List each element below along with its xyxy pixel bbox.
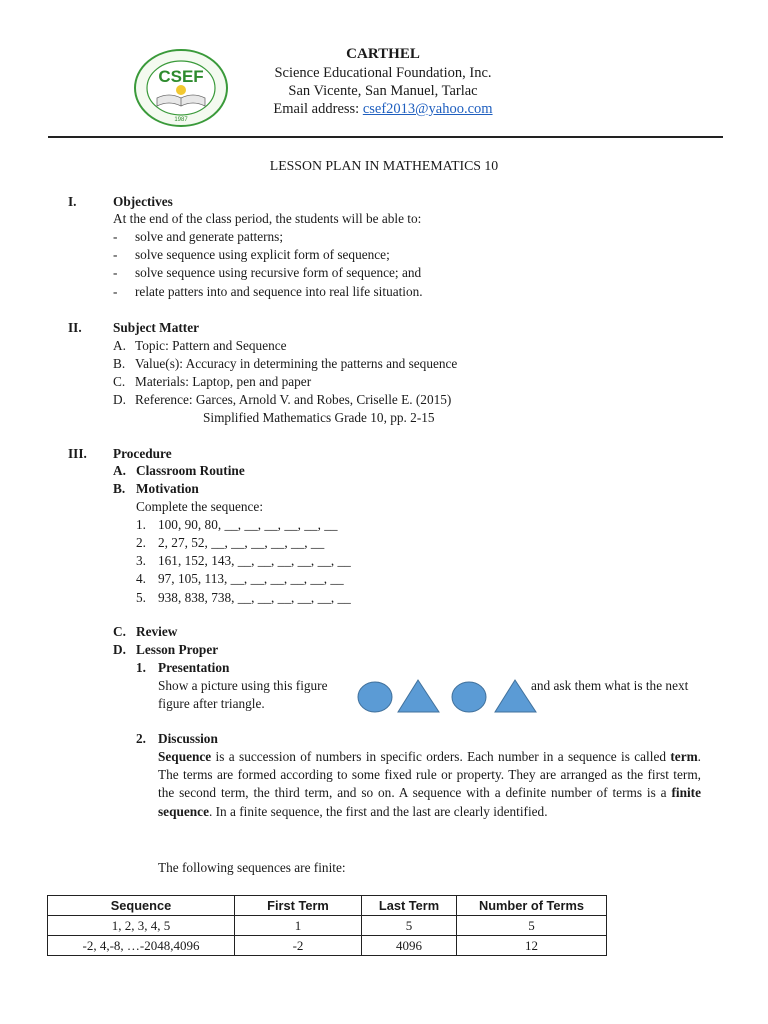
sequence-marker: 3. (136, 553, 146, 568)
term-sequence: Sequence (158, 749, 212, 764)
circle-shape (358, 682, 392, 712)
table-cell: 1, 2, 3, 4, 5 (48, 916, 235, 936)
subject-topic: Topic: Pattern and Sequence (135, 338, 287, 353)
presentation-text-line2: figure after triangle. (158, 696, 265, 711)
subject-marker: A. (113, 338, 126, 353)
objective-dash: - (113, 247, 118, 262)
objective-dash: - (113, 284, 118, 299)
email-link[interactable]: csef2013@yahoo.com (362, 101, 493, 117)
subject-marker: C. (113, 374, 126, 389)
sequence-item: 938, 838, 738, __, __, __, __, __, __ (158, 590, 351, 605)
subject-heading: Subject Matter (113, 320, 200, 335)
table-cell: 5 (362, 916, 457, 936)
pattern-figure (355, 676, 537, 716)
table-cell: -2, 4,-8, …-2048,4096 (48, 936, 235, 956)
objective-item: solve sequence using explicit form of sequence; (135, 247, 390, 262)
discussion-marker: 2. (136, 731, 146, 746)
motivation-intro: Complete the sequence: (136, 499, 264, 514)
table-header-cell: First Term (235, 896, 362, 916)
sequence-item: 97, 105, 113, __, __, __, __, __, __ (158, 571, 344, 586)
procedure-marker: A. (113, 463, 126, 478)
subject-materials: Materials: Laptop, pen and paper (135, 374, 312, 389)
sequence-marker: 5. (136, 590, 146, 605)
sequence-item: 2, 27, 52, __, __, __, __, __, __ (158, 535, 325, 550)
table-cell: 1 (235, 916, 362, 936)
presentation-text: Show a picture using this figure (158, 678, 328, 693)
logo-year: 1987 (174, 117, 188, 123)
circle-shape (452, 682, 486, 712)
term-term: term (670, 749, 698, 764)
org-full-name: Science Educational Foundation, Inc. (274, 65, 492, 81)
triangle-shape (495, 680, 536, 712)
procedure-heading: Procedure (113, 446, 172, 461)
table-cell: -2 (235, 936, 362, 956)
email-label: Email address: (273, 101, 363, 117)
motivation-heading: Motivation (136, 481, 199, 496)
org-name: CARTHEL (346, 46, 420, 62)
table-header-cell: Number of Terms (457, 896, 607, 916)
triangle-shape (398, 680, 439, 712)
procedure-marker: B. (113, 481, 126, 496)
presentation-text-cont: and ask them what is the next (531, 678, 689, 693)
finite-intro: The following sequences are finite: (158, 860, 346, 875)
objective-item: solve and generate patterns; (135, 229, 284, 244)
objectives-heading: Objectives (113, 194, 173, 209)
classroom-routine: Classroom Routine (136, 463, 245, 478)
logo-text: CSEF (158, 67, 204, 86)
objective-dash: - (113, 265, 118, 280)
subject-reference-cont: Simplified Mathematics Grade 10, pp. 2-15 (203, 410, 435, 425)
table-cell: 12 (457, 936, 607, 956)
finite-sequences-table (47, 895, 607, 956)
header-divider (48, 136, 723, 138)
sequence-marker: 1. (136, 517, 146, 532)
discussion-paragraph: Sequence is a succession of numbers in specific orders. Each number in a sequence is called term. The terms are formed according to some fixed rule or property. They are arranged as the first term, the second term, the third term, and so on. A sequence with a definite number of terms is a finite sequence. In a finite sequence, the first and the last are clearly identified. (158, 749, 701, 819)
presentation-heading: Presentation (158, 660, 230, 675)
table-row (48, 916, 607, 936)
table-cell: 4096 (362, 936, 457, 956)
table-row (48, 936, 607, 956)
presentation-marker: 1. (136, 660, 146, 675)
procedure-marker: C. (113, 624, 126, 639)
procedure-marker: D. (113, 642, 126, 657)
sequence-item: 100, 90, 80, __, __, __, __, __, __ (158, 517, 338, 532)
sequence-marker: 4. (136, 571, 146, 586)
subject-marker: B. (113, 356, 126, 371)
table-header-row (48, 896, 607, 916)
subject-reference: Reference: Garces, Arnold V. and Robes, Criselle E. (2015) (135, 392, 452, 407)
page-title: LESSON PLAN IN MATHEMATICS 10 (269, 158, 499, 173)
discussion-heading: Discussion (158, 731, 218, 746)
procedure-numeral: III. (68, 446, 87, 461)
org-address: San Vicente, San Manuel, Tarlac (288, 83, 478, 99)
lesson-proper-heading: Lesson Proper (136, 642, 219, 657)
term-finite-sequence: finite sequence (158, 785, 701, 819)
objective-item: solve sequence using recursive form of sequence; and (135, 265, 422, 280)
email-line (233, 101, 533, 118)
objective-dash: - (113, 229, 118, 244)
logo (133, 48, 229, 128)
objectives-numeral: I. (68, 194, 77, 209)
table-header-cell: Sequence (48, 896, 235, 916)
sequence-item: 161, 152, 143, __, __, __, __, __, __ (158, 553, 351, 568)
review-heading: Review (136, 624, 178, 639)
table-cell: 5 (457, 916, 607, 936)
sequence-marker: 2. (136, 535, 146, 550)
subject-numeral: II. (68, 320, 82, 335)
subject-values: Value(s): Accuracy in determining the patterns and sequence (135, 356, 458, 371)
objectives-intro: At the end of the class period, the students will be able to: (113, 211, 422, 226)
table-header-cell: Last Term (362, 896, 457, 916)
subject-marker: D. (113, 392, 126, 407)
objective-item: relate patters into and sequence into real life situation. (135, 284, 423, 299)
